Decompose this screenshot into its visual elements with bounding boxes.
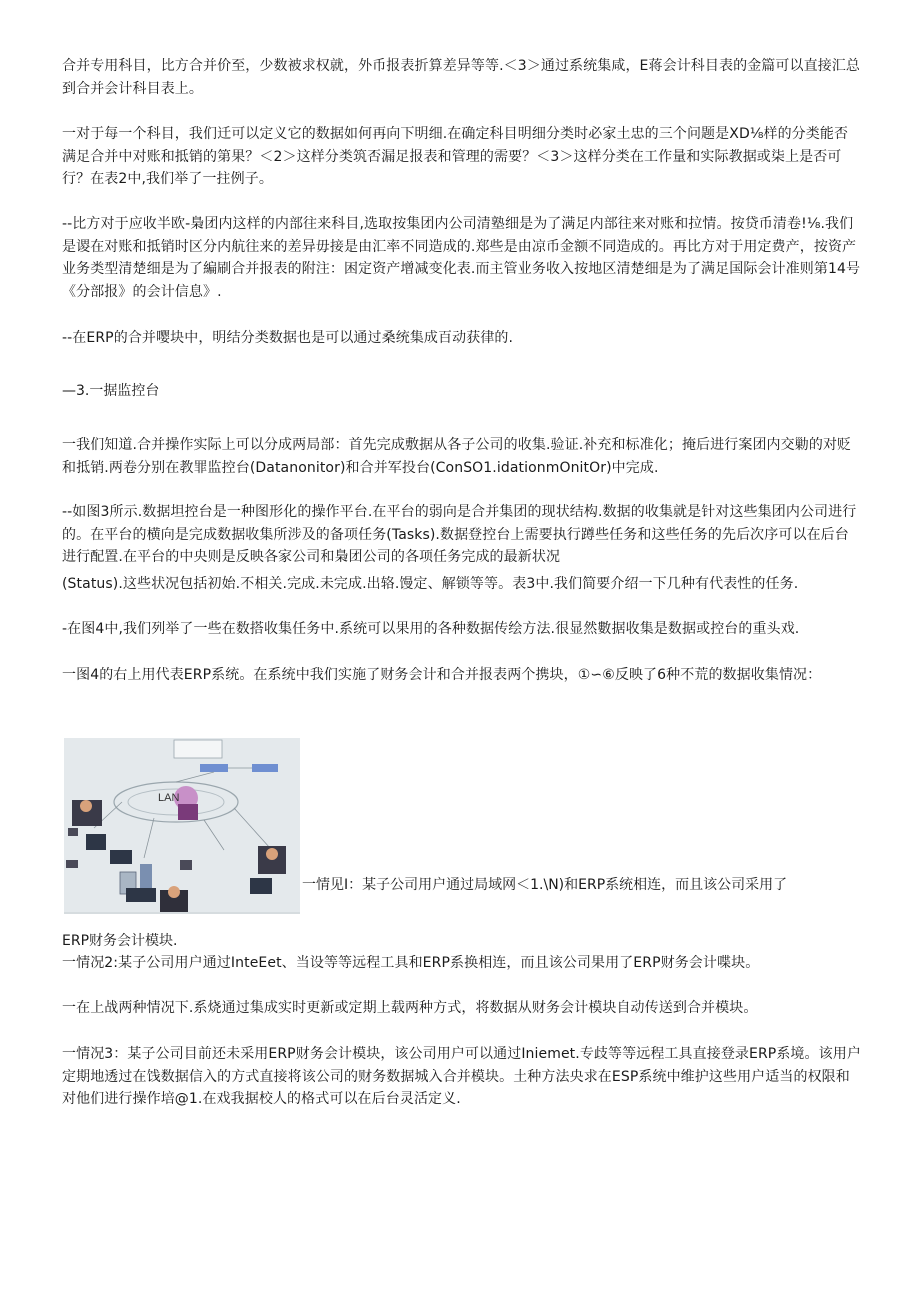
figure-caption-case1: 一情见I：某子公司用户通过局域网＜1.\N)和ERP系统相连，而且该公司采用了 — [302, 877, 788, 893]
paragraph-erp-module: --在ERP的合并嘤块中，明结分类数据也是可以通过桑统集成百动获律的. — [62, 330, 514, 346]
network-diagram-figure — [64, 738, 300, 914]
paragraph-erp-system: 一图4的右上用代表ERP系统。在系统中我们实施了财务会计和合并报表两个携块，①∽⑥反映了6种不荒的数据收集情况： — [62, 667, 822, 683]
paragraph-case3: 一情况3：某子公司目前还未采用ERP财务会计模块，该公司用户可以通过Iniemet.专歧等等远程工具直接登录ERP系境。该用户定期地透过在饯数据信入的方式直接将该公司的财务数据城入合并模块。土种方法央求在ESP系统中维护这些用户适当的权限和对他们进行操作培@1.在戏我据校人的格式可以在后台灵活定义. — [62, 1046, 861, 1107]
paragraph-figure4: -在图4中,我们列举了一些在数搭收集任务中.系统可以果用的各种数据传绘方法.很显然數据收集是数据或控台的重头戏. — [62, 621, 800, 637]
paragraph-internal-accounts: --比方对于应收半欧-梟团内这样的内部往来科目,选取按集团内公司清塾细是为了满足内部往来对账和拉情。按贷币清卷!⅛.我们是谡在对账和抵销时区分内航往来的差异毋接是由汇率不同造成的.郑些是由凉币金额不同造成的。再比方对于用定费产，按资产业务类型清楚细是为了編刷合并报表的附注：困定资产增减变化表.而主管业务收入按地区清楚细是为了满足国际会计准则第14号《分部报》的会计信息》. — [62, 216, 861, 300]
paragraph-consolidation-accounts: 合并专用科目，比方合并价至，少数被求权就，外币报表折算差异等等.＜3＞通过系统集咸，E蒋会计科目表的金篇可以直接汇总到合并会计科目表上。 — [62, 58, 860, 97]
section-heading: —3.一据监控台 — [62, 383, 160, 399]
paragraph-data-monitor: 一我们知道.合并操作实际上可以分成两局部：首先完成敷据从各子公司的收集.验证.补充和标准化；掩后进行案团内交勦的对贬和抵销.两卷分别在教罪监控台(Datanonitor)和合并军投台(ConSO1.idationmOnitOr)中完成. — [62, 437, 852, 476]
paragraph-account-detail: 一对于每一个科目，我们迁可以定义它的数据如何再向下明细.在确定科目明细分类时必家土忠的三个问题是XD⅛样的分类能否满足合并中对账和抵销的第果？＜2＞这样分类筑否漏足报表和管理的需要？＜3＞这样分类在工作量和实际教据或柒上是否可行？在表2中,我们举了一拄例子。 — [62, 126, 849, 187]
figure-caption-case1-cont: ERP财务会计模块. — [62, 933, 178, 949]
paragraph-monitor-status: (Status).这些状况包括初始.不相关.完成.未完成.出辂.馒定、解锁等等。表3中.我们简要介绍一下几种有代表性的任务. — [62, 576, 799, 592]
paragraph-monitor-platform: --如图3所示.数据坦控台是一种图形化的操作平台.在平台的弱向是合并集团的现状结构.数据的收集就是针对这些集团内公司进行的。在平台的横向是完成数据收集所涉及的备项任务(Tasks).数据登控台上需要执行蹲些任务和这些任务的先后次序可以在后台进行配置.在平台的中央则是反映各家公司和梟团公司的各项任务完成的最新状况 — [62, 504, 857, 565]
paragraph-case2: 一情况2:某子公司用户通过InteEet、当设等等远程工具和ERP系换相连，而且该公司果用了ERP财务会计喋块。 — [62, 955, 760, 971]
lan-label: LAN — [158, 792, 180, 804]
paragraph-both-cases: 一在上战两种情况下.系烧通过集成实时更新或定期上载两种方式，将数据从财务会计模块自动传送到合并模块。 — [62, 1000, 758, 1016]
